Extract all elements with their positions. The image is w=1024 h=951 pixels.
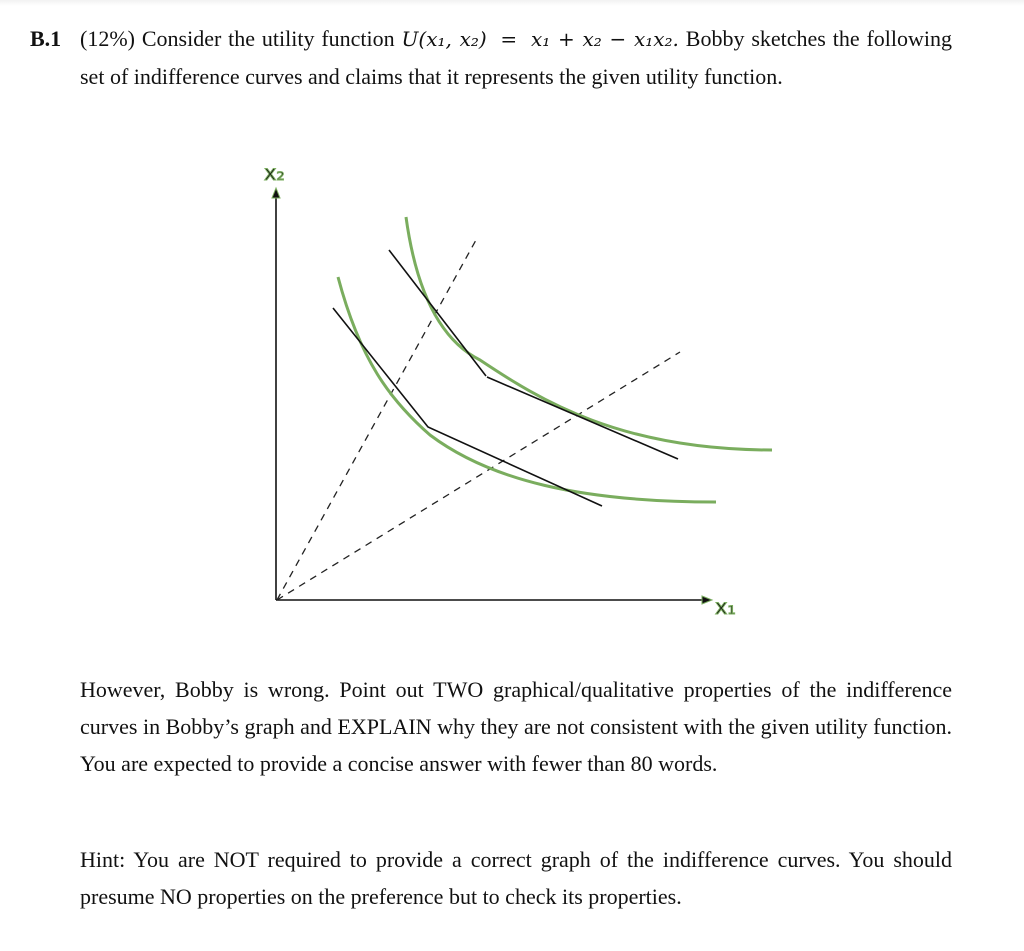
question-intro: Consider the utility function <box>141 26 395 51</box>
utility-function-rhs: x₁ + x₂ − x₁x₂. <box>530 27 679 51</box>
indifference-curve-upper <box>406 217 772 450</box>
y-axis-arrow-icon <box>272 188 280 198</box>
dashed-ray-shallow <box>277 352 680 600</box>
x-axis-label: x₁ <box>715 595 736 619</box>
question-intro-continued: Bobby sketches the following set of indifference curves and claims that it represents the given utility function. <box>80 26 953 89</box>
equals-sign: = <box>500 27 518 51</box>
y-axis-label: x₂ <box>264 161 285 185</box>
dashed-ray-steep <box>277 240 476 600</box>
tangent-line-upper-steep <box>389 250 486 376</box>
utility-function-lhs: U(x₁, x₂) <box>401 27 487 51</box>
question-weight: (12%) <box>80 26 135 51</box>
tangent-line-upper-flat <box>487 377 678 459</box>
x-axis-arrow-icon <box>702 596 712 604</box>
question-label: B.1 <box>30 26 62 51</box>
instruction-paragraph: However, Bobby is wrong. Point out TWO graphical/qualitative properties of the indifference curves in Bobby’s graph and EXPLAIN why they are not consistent with the given utility function. You are expected to provide a concise answer with fewer than 80 words. <box>80 677 952 776</box>
hint-paragraph: Hint: You are NOT required to provide a correct graph of the indifference curves. You should presume NO properties on the preference but to check its properties. <box>80 847 952 909</box>
